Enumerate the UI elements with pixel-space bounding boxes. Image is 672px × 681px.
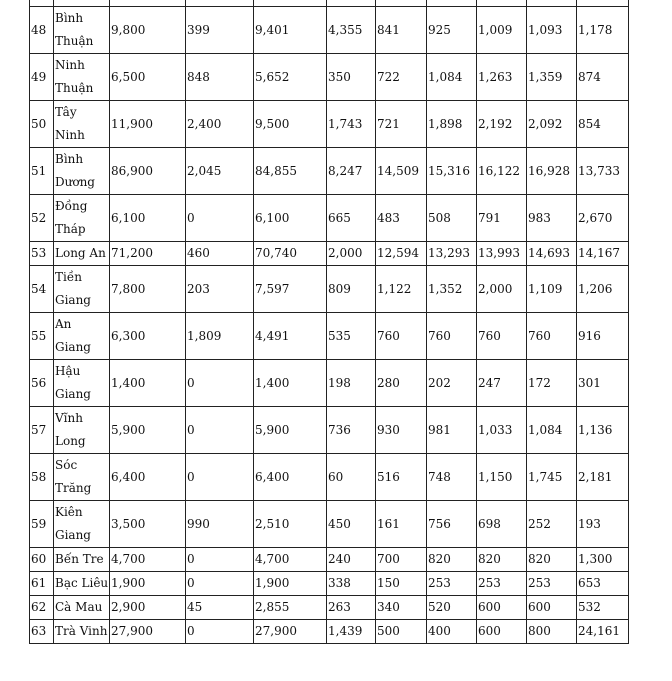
province-name-cell: Long An — [54, 242, 110, 266]
row-number-cell: 53 — [30, 242, 54, 266]
value-cell: 841 — [376, 7, 427, 54]
value-cell: 2,045 — [186, 148, 254, 195]
value-cell: 8,247 — [327, 148, 376, 195]
value-cell: 2,181 — [577, 454, 629, 501]
value-cell: 1,745 — [527, 454, 577, 501]
value-cell: 1,809 — [186, 313, 254, 360]
value-cell: 13,993 — [477, 242, 527, 266]
province-data-table — [29, 0, 629, 644]
value-cell: 2,000 — [477, 266, 527, 313]
row-number-cell: 52 — [30, 195, 54, 242]
value-cell: 800 — [527, 620, 577, 644]
value-cell: 460 — [186, 242, 254, 266]
value-cell: 483 — [376, 195, 427, 242]
table-row — [30, 501, 629, 548]
table-row — [30, 242, 629, 266]
table-row — [30, 360, 629, 407]
row-number-cell: 57 — [30, 407, 54, 454]
value-cell: 24,161 — [577, 620, 629, 644]
row-number-cell: 49 — [30, 54, 54, 101]
value-cell: 5,652 — [254, 54, 327, 101]
value-cell: 1,109 — [527, 266, 577, 313]
value-cell: 1,178 — [577, 7, 629, 54]
value-cell: 253 — [477, 572, 527, 596]
value-cell: 600 — [527, 596, 577, 620]
value-cell: 600 — [477, 620, 527, 644]
row-number-cell: 56 — [30, 360, 54, 407]
value-cell: 240 — [327, 548, 376, 572]
value-cell: 500 — [376, 620, 427, 644]
value-cell: 263 — [327, 596, 376, 620]
value-cell: 748 — [427, 454, 477, 501]
value-cell: 203 — [186, 266, 254, 313]
table-body — [30, 0, 629, 644]
value-cell: 340 — [376, 596, 427, 620]
value-cell: 14,693 — [527, 242, 577, 266]
value-cell: 2,670 — [577, 195, 629, 242]
value-cell: 2,400 — [186, 101, 254, 148]
value-cell: 6,400 — [110, 454, 186, 501]
value-cell: 722 — [376, 54, 427, 101]
value-cell: 2,510 — [254, 501, 327, 548]
value-cell: 45 — [186, 596, 254, 620]
province-name-cell: Sóc Trăng — [54, 454, 110, 501]
value-cell: 7,597 — [254, 266, 327, 313]
province-name-cell: Ninh Thuận — [54, 54, 110, 101]
value-cell: 6,100 — [254, 195, 327, 242]
table-row — [30, 454, 629, 501]
value-cell: 760 — [376, 313, 427, 360]
value-cell: 2,900 — [110, 596, 186, 620]
province-name-cell: Bến Tre — [54, 548, 110, 572]
province-name-cell: An Giang — [54, 313, 110, 360]
value-cell: 280 — [376, 360, 427, 407]
table-row — [30, 407, 629, 454]
value-cell: 9,401 — [254, 7, 327, 54]
value-cell: 338 — [327, 572, 376, 596]
value-cell: 2,092 — [527, 101, 577, 148]
value-cell: 791 — [477, 195, 527, 242]
value-cell: 9,800 — [110, 7, 186, 54]
value-cell: 760 — [477, 313, 527, 360]
value-cell: 1,084 — [527, 407, 577, 454]
value-cell: 1,084 — [427, 54, 477, 101]
value-cell: 981 — [427, 407, 477, 454]
value-cell: 7,800 — [110, 266, 186, 313]
value-cell: 1,122 — [376, 266, 427, 313]
value-cell: 27,900 — [110, 620, 186, 644]
value-cell: 6,500 — [110, 54, 186, 101]
value-cell: 60 — [327, 454, 376, 501]
value-cell: 1,009 — [477, 7, 527, 54]
value-cell: 1,136 — [577, 407, 629, 454]
province-name-cell: Tiền Giang — [54, 266, 110, 313]
value-cell: 820 — [427, 548, 477, 572]
value-cell: 27,900 — [254, 620, 327, 644]
value-cell: 4,700 — [254, 548, 327, 572]
value-cell: 247 — [477, 360, 527, 407]
row-number-cell: 58 — [30, 454, 54, 501]
province-name-cell: Đồng Tháp — [54, 195, 110, 242]
value-cell: 193 — [577, 501, 629, 548]
value-cell: 172 — [527, 360, 577, 407]
value-cell: 1,898 — [427, 101, 477, 148]
value-cell: 3,500 — [110, 501, 186, 548]
value-cell: 1,150 — [477, 454, 527, 501]
value-cell: 16,928 — [527, 148, 577, 195]
value-cell: 4,355 — [327, 7, 376, 54]
value-cell: 1,400 — [110, 360, 186, 407]
value-cell: 600 — [477, 596, 527, 620]
value-cell: 14,167 — [577, 242, 629, 266]
value-cell: 665 — [327, 195, 376, 242]
value-cell: 1,093 — [527, 7, 577, 54]
value-cell: 84,855 — [254, 148, 327, 195]
province-name-cell: Tây Ninh — [54, 101, 110, 148]
value-cell: 6,300 — [110, 313, 186, 360]
value-cell: 854 — [577, 101, 629, 148]
province-name-cell: Bình Thuận — [54, 7, 110, 54]
value-cell: 1,743 — [327, 101, 376, 148]
row-number-cell: 50 — [30, 101, 54, 148]
value-cell: 253 — [427, 572, 477, 596]
value-cell: 848 — [186, 54, 254, 101]
value-cell: 0 — [186, 407, 254, 454]
value-cell: 150 — [376, 572, 427, 596]
value-cell: 11,900 — [110, 101, 186, 148]
value-cell: 71,200 — [110, 242, 186, 266]
value-cell: 4,700 — [110, 548, 186, 572]
row-number-cell: 59 — [30, 501, 54, 548]
value-cell: 1,439 — [327, 620, 376, 644]
value-cell: 13,293 — [427, 242, 477, 266]
value-cell: 252 — [527, 501, 577, 548]
value-cell: 698 — [477, 501, 527, 548]
province-name-cell: Bạc Liêu — [54, 572, 110, 596]
value-cell: 721 — [376, 101, 427, 148]
value-cell: 930 — [376, 407, 427, 454]
value-cell: 760 — [427, 313, 477, 360]
value-cell: 874 — [577, 54, 629, 101]
row-number-cell: 54 — [30, 266, 54, 313]
value-cell: 756 — [427, 501, 477, 548]
province-name-cell: Kiên Giang — [54, 501, 110, 548]
table-row — [30, 313, 629, 360]
value-cell: 0 — [186, 360, 254, 407]
value-cell: 2,192 — [477, 101, 527, 148]
value-cell: 9,500 — [254, 101, 327, 148]
value-cell: 0 — [186, 620, 254, 644]
value-cell: 925 — [427, 7, 477, 54]
value-cell: 983 — [527, 195, 577, 242]
value-cell: 653 — [577, 572, 629, 596]
value-cell: 520 — [427, 596, 477, 620]
value-cell: 450 — [327, 501, 376, 548]
value-cell: 16,122 — [477, 148, 527, 195]
value-cell: 253 — [527, 572, 577, 596]
value-cell: 535 — [327, 313, 376, 360]
value-cell: 4,491 — [254, 313, 327, 360]
value-cell: 820 — [477, 548, 527, 572]
row-number-cell: 63 — [30, 620, 54, 644]
value-cell: 0 — [186, 548, 254, 572]
value-cell: 12,594 — [376, 242, 427, 266]
value-cell: 13,733 — [577, 148, 629, 195]
value-cell: 1,206 — [577, 266, 629, 313]
value-cell: 6,100 — [110, 195, 186, 242]
table-row — [30, 266, 629, 313]
value-cell: 0 — [186, 572, 254, 596]
value-cell: 400 — [427, 620, 477, 644]
value-cell: 350 — [327, 54, 376, 101]
row-number-cell: 48 — [30, 7, 54, 54]
table-row — [30, 572, 629, 596]
row-number-cell: 61 — [30, 572, 54, 596]
table-row — [30, 101, 629, 148]
value-cell: 15,316 — [427, 148, 477, 195]
value-cell: 700 — [376, 548, 427, 572]
value-cell: 5,900 — [254, 407, 327, 454]
value-cell: 14,509 — [376, 148, 427, 195]
value-cell: 2,855 — [254, 596, 327, 620]
table-row — [30, 54, 629, 101]
row-number-cell: 62 — [30, 596, 54, 620]
value-cell: 532 — [577, 596, 629, 620]
table-row — [30, 148, 629, 195]
value-cell: 0 — [186, 454, 254, 501]
value-cell: 508 — [427, 195, 477, 242]
value-cell: 516 — [376, 454, 427, 501]
province-name-cell: Bình Dương — [54, 148, 110, 195]
value-cell: 0 — [186, 195, 254, 242]
table-row — [30, 548, 629, 572]
value-cell: 1,900 — [110, 572, 186, 596]
table-row — [30, 596, 629, 620]
row-number-cell: 60 — [30, 548, 54, 572]
province-name-cell: Cà Mau — [54, 596, 110, 620]
value-cell: 820 — [527, 548, 577, 572]
value-cell: 202 — [427, 360, 477, 407]
table-row — [30, 7, 629, 54]
value-cell: 990 — [186, 501, 254, 548]
value-cell: 736 — [327, 407, 376, 454]
value-cell: 399 — [186, 7, 254, 54]
table-row — [30, 195, 629, 242]
value-cell: 301 — [577, 360, 629, 407]
value-cell: 5,900 — [110, 407, 186, 454]
value-cell: 760 — [527, 313, 577, 360]
value-cell: 1,400 — [254, 360, 327, 407]
value-cell: 1,900 — [254, 572, 327, 596]
row-number-cell: 51 — [30, 148, 54, 195]
value-cell: 6,400 — [254, 454, 327, 501]
value-cell: 1,359 — [527, 54, 577, 101]
province-name-cell: Vĩnh Long — [54, 407, 110, 454]
value-cell: 2,000 — [327, 242, 376, 266]
value-cell: 1,263 — [477, 54, 527, 101]
province-name-cell: Trà Vinh — [54, 620, 110, 644]
value-cell: 916 — [577, 313, 629, 360]
value-cell: 161 — [376, 501, 427, 548]
value-cell: 1,300 — [577, 548, 629, 572]
value-cell: 86,900 — [110, 148, 186, 195]
value-cell: 1,352 — [427, 266, 477, 313]
value-cell: 1,033 — [477, 407, 527, 454]
value-cell: 70,740 — [254, 242, 327, 266]
table-row — [30, 620, 629, 644]
value-cell: 198 — [327, 360, 376, 407]
province-name-cell: Hậu Giang — [54, 360, 110, 407]
value-cell: 809 — [327, 266, 376, 313]
row-number-cell: 55 — [30, 313, 54, 360]
